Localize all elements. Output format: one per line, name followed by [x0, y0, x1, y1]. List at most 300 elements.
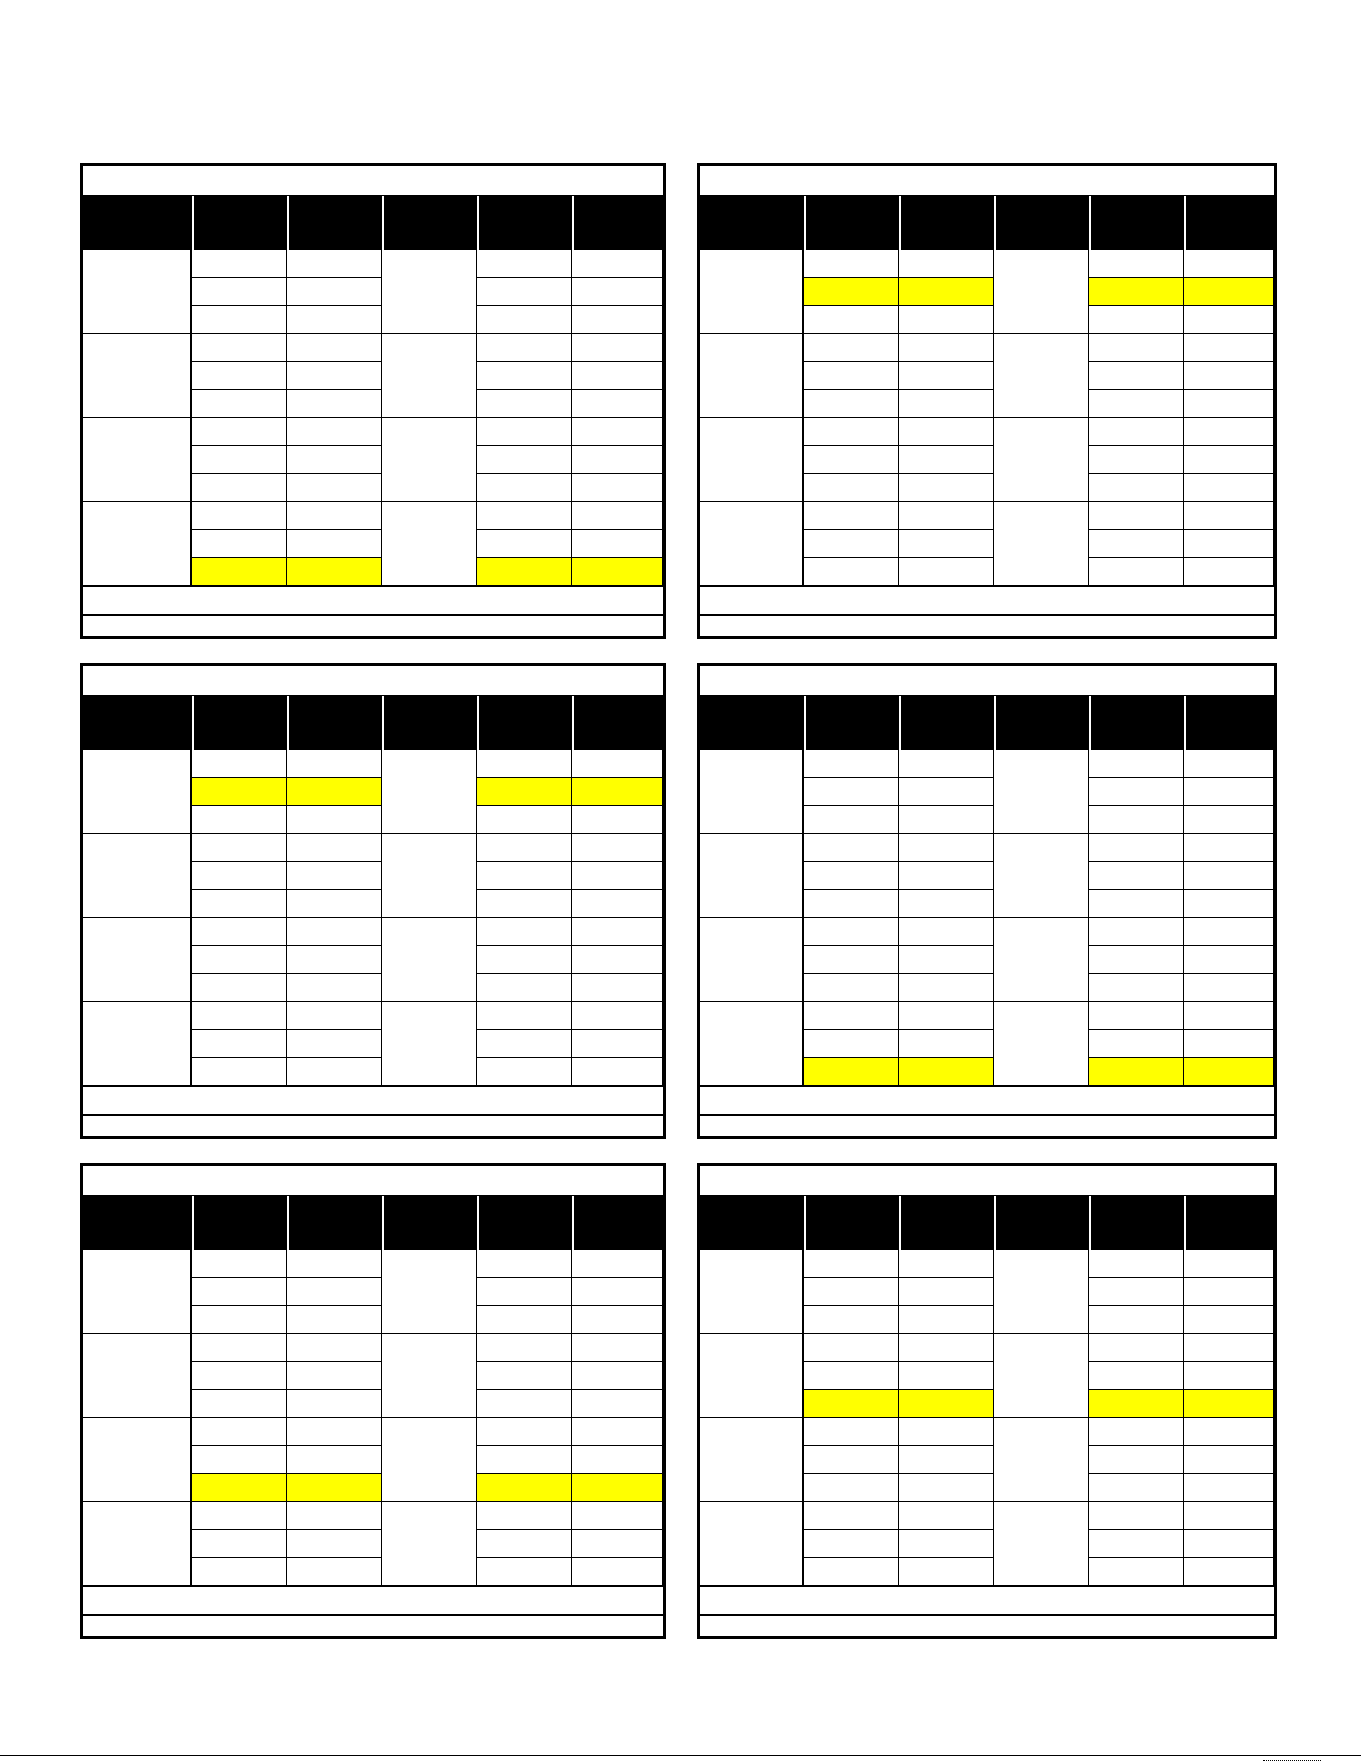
entry-cell[interactable] [804, 918, 899, 946]
group-label-cell [83, 502, 192, 586]
entry-cell[interactable] [804, 1418, 899, 1446]
entry-cell[interactable] [1184, 862, 1274, 890]
entry-cell[interactable] [572, 1390, 663, 1418]
entry-cell[interactable] [899, 834, 994, 862]
entry-cell[interactable] [804, 806, 899, 834]
entry-cell[interactable] [1184, 1558, 1274, 1586]
entry-cell[interactable] [899, 418, 994, 446]
entry-cell[interactable] [1089, 1446, 1184, 1474]
card-title [83, 1166, 663, 1196]
highlighted-cell[interactable] [477, 558, 572, 586]
entry-cell[interactable] [287, 390, 382, 418]
entry-cell[interactable] [287, 334, 382, 362]
entry-cell[interactable] [1089, 974, 1184, 1002]
entry-cell[interactable] [572, 806, 663, 834]
entry-cell[interactable] [477, 1306, 572, 1334]
entry-cell[interactable] [572, 1446, 663, 1474]
entry-cell[interactable] [899, 1250, 994, 1278]
entry-cell[interactable] [899, 1334, 994, 1362]
entry-cell[interactable] [1184, 474, 1274, 502]
entry-cell[interactable] [572, 890, 663, 918]
entry-cell[interactable] [804, 1250, 899, 1278]
entry-cell[interactable] [572, 750, 663, 778]
entry-cell[interactable] [899, 1446, 994, 1474]
entry-cell[interactable] [477, 750, 572, 778]
entry-cell[interactable] [192, 1530, 287, 1558]
entry-cell[interactable] [804, 834, 899, 862]
entry-cell[interactable] [287, 1030, 382, 1058]
entry-cell[interactable] [1089, 362, 1184, 390]
entry-cell[interactable] [804, 1002, 899, 1030]
entry-cell[interactable] [192, 306, 287, 334]
entry-cell[interactable] [287, 530, 382, 558]
entry-cell[interactable] [899, 334, 994, 362]
entry-cell[interactable] [1089, 334, 1184, 362]
entry-cell[interactable] [477, 974, 572, 1002]
entry-cell[interactable] [899, 806, 994, 834]
entry-cell[interactable] [804, 334, 899, 362]
entry-cell[interactable] [899, 1030, 994, 1058]
highlighted-cell[interactable] [1184, 1058, 1274, 1086]
entry-cell[interactable] [804, 250, 899, 278]
entry-cell[interactable] [1184, 1502, 1274, 1530]
entry-cell[interactable] [899, 502, 994, 530]
highlighted-cell[interactable] [572, 558, 663, 586]
entry-cell[interactable] [804, 1278, 899, 1306]
entry-cell[interactable] [287, 306, 382, 334]
entry-cell[interactable] [1089, 1030, 1184, 1058]
footer-row [83, 1614, 663, 1641]
entry-cell[interactable] [287, 1058, 382, 1086]
entry-cell[interactable] [477, 474, 572, 502]
entry-cell[interactable] [477, 862, 572, 890]
entry-cell[interactable] [804, 890, 899, 918]
entry-cell[interactable] [192, 250, 287, 278]
entry-cell[interactable] [1089, 446, 1184, 474]
entry-cell[interactable] [899, 250, 994, 278]
entry-cell[interactable] [1089, 918, 1184, 946]
entry-cell[interactable] [287, 750, 382, 778]
entry-cell[interactable] [192, 530, 287, 558]
entry-cell[interactable] [287, 1306, 382, 1334]
entry-cell[interactable] [572, 418, 663, 446]
header-cell [1089, 196, 1184, 250]
entry-cell[interactable] [192, 918, 287, 946]
entry-cell[interactable] [899, 446, 994, 474]
entry-cell[interactable] [192, 278, 287, 306]
entry-cell[interactable] [477, 1058, 572, 1086]
entry-cell[interactable] [477, 502, 572, 530]
entry-cell[interactable] [572, 306, 663, 334]
entry-cell[interactable] [1089, 1558, 1184, 1586]
entry-cell[interactable] [804, 1474, 899, 1502]
entry-cell[interactable] [287, 502, 382, 530]
entry-cell[interactable] [572, 334, 663, 362]
entry-cell[interactable] [192, 1002, 287, 1030]
entry-cell[interactable] [192, 1502, 287, 1530]
entry-cell[interactable] [1184, 306, 1274, 334]
entry-cell[interactable] [899, 1306, 994, 1334]
entry-cell[interactable] [804, 530, 899, 558]
highlighted-cell[interactable] [572, 778, 663, 806]
entry-cell[interactable] [572, 1502, 663, 1530]
entry-cell[interactable] [1184, 946, 1274, 974]
entry-cell[interactable] [1184, 530, 1274, 558]
entry-cell[interactable] [572, 1250, 663, 1278]
entry-cell[interactable] [572, 1002, 663, 1030]
entry-cell[interactable] [192, 1030, 287, 1058]
entry-cell[interactable] [1089, 750, 1184, 778]
highlighted-cell[interactable] [899, 1390, 994, 1418]
entry-cell[interactable] [477, 946, 572, 974]
entry-cell[interactable] [1089, 306, 1184, 334]
entry-cell[interactable] [804, 418, 899, 446]
entry-cell[interactable] [287, 834, 382, 862]
entry-cell[interactable] [899, 390, 994, 418]
entry-cell[interactable] [287, 890, 382, 918]
entry-cell[interactable] [899, 1362, 994, 1390]
entry-cell[interactable] [572, 390, 663, 418]
entry-cell[interactable] [804, 446, 899, 474]
entry-cell[interactable] [287, 1250, 382, 1278]
entry-cell[interactable] [899, 306, 994, 334]
entry-cell[interactable] [192, 1418, 287, 1446]
entry-cell[interactable] [804, 750, 899, 778]
entry-cell[interactable] [477, 362, 572, 390]
entry-cell[interactable] [899, 1278, 994, 1306]
entry-cell[interactable] [1184, 558, 1274, 586]
entry-cell[interactable] [899, 558, 994, 586]
entry-cell[interactable] [804, 1558, 899, 1586]
entry-cell[interactable] [899, 362, 994, 390]
entry-cell[interactable] [572, 502, 663, 530]
entry-cell[interactable] [804, 474, 899, 502]
entry-cell[interactable] [477, 1278, 572, 1306]
entry-cell[interactable] [899, 1558, 994, 1586]
entry-cell[interactable] [192, 474, 287, 502]
entry-cell[interactable] [1089, 1306, 1184, 1334]
entry-cell[interactable] [804, 974, 899, 1002]
entry-cell[interactable] [477, 306, 572, 334]
entry-cell[interactable] [192, 862, 287, 890]
entry-cell[interactable] [804, 1446, 899, 1474]
entry-cell[interactable] [572, 834, 663, 862]
highlighted-cell[interactable] [804, 1058, 899, 1086]
entry-cell[interactable] [1089, 474, 1184, 502]
highlighted-cell[interactable] [1184, 278, 1274, 306]
entry-cell[interactable] [192, 446, 287, 474]
entry-cell[interactable] [899, 946, 994, 974]
entry-cell[interactable] [899, 862, 994, 890]
entry-cell[interactable] [1184, 334, 1274, 362]
entry-cell[interactable] [287, 1502, 382, 1530]
entry-cell[interactable] [287, 474, 382, 502]
entry-cell[interactable] [899, 890, 994, 918]
entry-cell[interactable] [1089, 250, 1184, 278]
entry-cell[interactable] [1184, 1306, 1274, 1334]
entry-cell[interactable] [572, 1362, 663, 1390]
entry-cell[interactable] [899, 974, 994, 1002]
entry-cell[interactable] [572, 278, 663, 306]
entry-cell[interactable] [899, 1002, 994, 1030]
entry-cell[interactable] [287, 1334, 382, 1362]
highlighted-cell[interactable] [477, 1474, 572, 1502]
entry-cell[interactable] [477, 1030, 572, 1058]
highlighted-cell[interactable] [1184, 1390, 1274, 1418]
entry-cell[interactable] [1089, 1250, 1184, 1278]
entry-cell[interactable] [899, 750, 994, 778]
entry-cell[interactable] [1089, 1418, 1184, 1446]
entry-cell[interactable] [1184, 1362, 1274, 1390]
entry-cell[interactable] [477, 530, 572, 558]
entry-cell[interactable] [1184, 362, 1274, 390]
header-row [83, 1196, 663, 1250]
entry-cell[interactable] [477, 834, 572, 862]
entry-cell[interactable] [572, 946, 663, 974]
entry-cell[interactable] [572, 862, 663, 890]
highlighted-cell[interactable] [287, 778, 382, 806]
entry-cell[interactable] [477, 918, 572, 946]
entry-cell[interactable] [1184, 1002, 1274, 1030]
entry-cell[interactable] [572, 1334, 663, 1362]
entry-cell[interactable] [1089, 530, 1184, 558]
entry-cell[interactable] [1089, 778, 1184, 806]
entry-cell[interactable] [1184, 250, 1274, 278]
entry-cell[interactable] [287, 1390, 382, 1418]
entry-cell[interactable] [477, 334, 572, 362]
entry-cell[interactable] [1184, 390, 1274, 418]
entry-cell[interactable] [1089, 1362, 1184, 1390]
entry-cell[interactable] [1184, 918, 1274, 946]
entry-cell[interactable] [477, 418, 572, 446]
entry-cell[interactable] [192, 890, 287, 918]
entry-cell[interactable] [1089, 1530, 1184, 1558]
entry-cell[interactable] [287, 974, 382, 1002]
highlighted-cell[interactable] [804, 1390, 899, 1418]
entry-cell[interactable] [287, 1530, 382, 1558]
entry-cell[interactable] [899, 474, 994, 502]
entry-cell[interactable] [287, 362, 382, 390]
entry-cell[interactable] [192, 1558, 287, 1586]
entry-cell[interactable] [1089, 558, 1184, 586]
entry-cell[interactable] [1184, 1530, 1274, 1558]
entry-cell[interactable] [572, 530, 663, 558]
entry-cell[interactable] [192, 806, 287, 834]
entry-cell[interactable] [287, 918, 382, 946]
entry-cell[interactable] [192, 750, 287, 778]
entry-cell[interactable] [287, 1278, 382, 1306]
entry-cell[interactable] [477, 1558, 572, 1586]
entry-cell[interactable] [1184, 1418, 1274, 1446]
entry-cell[interactable] [804, 502, 899, 530]
entry-cell[interactable] [1089, 390, 1184, 418]
group-label-cell [83, 1418, 192, 1502]
entry-cell[interactable] [804, 1362, 899, 1390]
highlighted-cell[interactable] [899, 1058, 994, 1086]
entry-cell[interactable] [804, 1502, 899, 1530]
entry-cell[interactable] [1089, 834, 1184, 862]
entry-cell[interactable] [192, 1058, 287, 1086]
entry-cell[interactable] [899, 778, 994, 806]
entry-cell[interactable] [899, 1418, 994, 1446]
entry-cell[interactable] [804, 1306, 899, 1334]
entry-cell[interactable] [572, 362, 663, 390]
entry-cell[interactable] [1089, 1502, 1184, 1530]
entry-cell[interactable] [192, 502, 287, 530]
highlighted-cell[interactable] [287, 1474, 382, 1502]
entry-cell[interactable] [804, 1530, 899, 1558]
entry-cell[interactable] [804, 362, 899, 390]
entry-cell[interactable] [804, 390, 899, 418]
entry-cell[interactable] [572, 1306, 663, 1334]
entry-cell[interactable] [477, 1362, 572, 1390]
entry-cell[interactable] [899, 1530, 994, 1558]
entry-cell[interactable] [1184, 834, 1274, 862]
entry-cell[interactable] [804, 306, 899, 334]
entry-cell[interactable] [477, 1418, 572, 1446]
entry-cell[interactable] [1184, 1334, 1274, 1362]
group-mid-cell [994, 334, 1089, 418]
entry-cell[interactable] [572, 250, 663, 278]
entry-cell[interactable] [899, 530, 994, 558]
entry-cell[interactable] [1184, 1446, 1274, 1474]
entry-cell[interactable] [287, 1418, 382, 1446]
highlighted-cell[interactable] [572, 1474, 663, 1502]
entry-cell[interactable] [804, 862, 899, 890]
entry-cell[interactable] [1184, 806, 1274, 834]
entry-cell[interactable] [192, 974, 287, 1002]
entry-cell[interactable] [192, 834, 287, 862]
entry-cell[interactable] [572, 446, 663, 474]
entry-cell[interactable] [477, 1334, 572, 1362]
entry-cell[interactable] [192, 1278, 287, 1306]
entry-cell[interactable] [1184, 418, 1274, 446]
entry-cell[interactable] [572, 1278, 663, 1306]
entry-cell[interactable] [287, 1002, 382, 1030]
entry-cell[interactable] [287, 806, 382, 834]
entry-cell[interactable] [1089, 946, 1184, 974]
entry-cell[interactable] [1184, 750, 1274, 778]
entry-cell[interactable] [804, 778, 899, 806]
entry-cell[interactable] [804, 558, 899, 586]
entry-cell[interactable] [287, 1558, 382, 1586]
group-mid-cell [382, 502, 477, 586]
entry-cell[interactable] [287, 1446, 382, 1474]
entry-cell[interactable] [572, 1030, 663, 1058]
entry-cell[interactable] [1184, 778, 1274, 806]
entry-cell[interactable] [477, 1390, 572, 1418]
entry-cell[interactable] [192, 1250, 287, 1278]
entry-cell[interactable] [1089, 1002, 1184, 1030]
entry-cell[interactable] [1089, 1474, 1184, 1502]
entry-cell[interactable] [1184, 890, 1274, 918]
entry-cell[interactable] [192, 1334, 287, 1362]
highlighted-cell[interactable] [1089, 278, 1184, 306]
group-mid-cell [994, 1250, 1089, 1334]
entry-cell[interactable] [477, 1530, 572, 1558]
highlighted-cell[interactable] [477, 778, 572, 806]
highlighted-cell[interactable] [192, 1474, 287, 1502]
entry-cell[interactable] [287, 446, 382, 474]
entry-cell[interactable] [477, 1502, 572, 1530]
entry-cell[interactable] [899, 918, 994, 946]
highlighted-cell[interactable] [1089, 1390, 1184, 1418]
entry-cell[interactable] [477, 278, 572, 306]
entry-cell[interactable] [1184, 1030, 1274, 1058]
entry-cell[interactable] [192, 390, 287, 418]
entry-cell[interactable] [1089, 890, 1184, 918]
entry-cell[interactable] [477, 806, 572, 834]
entry-cell[interactable] [192, 1306, 287, 1334]
entry-cell[interactable] [1089, 1278, 1184, 1306]
highlighted-cell[interactable] [192, 558, 287, 586]
entry-cell[interactable] [287, 1362, 382, 1390]
entry-cell[interactable] [1089, 862, 1184, 890]
highlighted-cell[interactable] [287, 558, 382, 586]
highlighted-cell[interactable] [1089, 1058, 1184, 1086]
entry-cell[interactable] [192, 362, 287, 390]
entry-cell[interactable] [572, 1558, 663, 1586]
entry-cell[interactable] [1184, 1474, 1274, 1502]
entry-cell[interactable] [899, 1474, 994, 1502]
entry-cell[interactable] [477, 1002, 572, 1030]
entry-cell[interactable] [192, 1390, 287, 1418]
header-cell [1184, 1196, 1274, 1250]
entry-cell[interactable] [1089, 418, 1184, 446]
entry-cell[interactable] [899, 1502, 994, 1530]
entry-cell[interactable] [477, 446, 572, 474]
group-label-cell [83, 1250, 192, 1334]
entry-cell[interactable] [477, 250, 572, 278]
entry-cell[interactable] [1184, 974, 1274, 1002]
entry-cell[interactable] [572, 1530, 663, 1558]
entry-cell[interactable] [1184, 1250, 1274, 1278]
entry-cell[interactable] [572, 1058, 663, 1086]
entry-cell[interactable] [572, 1418, 663, 1446]
highlighted-cell[interactable] [192, 778, 287, 806]
entry-cell[interactable] [477, 390, 572, 418]
entry-cell[interactable] [572, 474, 663, 502]
entry-cell[interactable] [287, 946, 382, 974]
entry-cell[interactable] [287, 418, 382, 446]
entry-cell[interactable] [1089, 1334, 1184, 1362]
entry-cell[interactable] [287, 862, 382, 890]
entry-cell[interactable] [1184, 446, 1274, 474]
entry-cell[interactable] [804, 946, 899, 974]
entry-cell[interactable] [804, 1030, 899, 1058]
entry-cell[interactable] [192, 946, 287, 974]
entry-cell[interactable] [477, 1250, 572, 1278]
entry-cell[interactable] [192, 334, 287, 362]
entry-cell[interactable] [572, 974, 663, 1002]
entry-cell[interactable] [287, 250, 382, 278]
entry-cell[interactable] [477, 890, 572, 918]
group-mid-cell [994, 502, 1089, 586]
entry-cell[interactable] [287, 278, 382, 306]
entry-cell[interactable] [192, 1446, 287, 1474]
entry-cell[interactable] [477, 1446, 572, 1474]
entry-cell[interactable] [192, 418, 287, 446]
entry-cell[interactable] [572, 918, 663, 946]
entry-cell[interactable] [1089, 806, 1184, 834]
entry-cell[interactable] [1184, 502, 1274, 530]
entry-cell[interactable] [1089, 502, 1184, 530]
highlighted-cell[interactable] [899, 278, 994, 306]
entry-cell[interactable] [804, 1334, 899, 1362]
highlighted-cell[interactable] [804, 278, 899, 306]
entry-cell[interactable] [192, 1362, 287, 1390]
entry-cell[interactable] [1184, 1278, 1274, 1306]
